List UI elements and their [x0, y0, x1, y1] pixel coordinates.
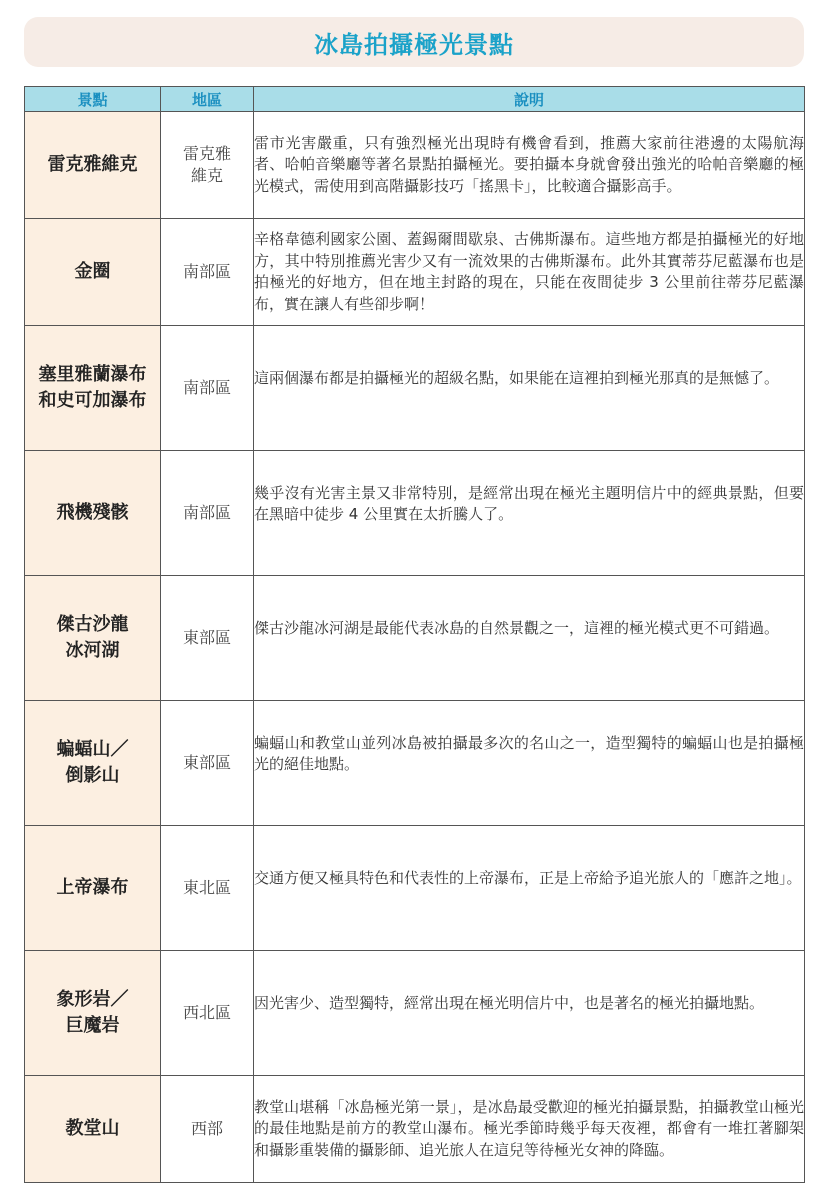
- spot-description: 這兩個瀑布都是拍攝極光的超級名點，如果能在這裡拍到極光那真的是無憾了。: [254, 326, 805, 451]
- spot-description: 幾乎沒有光害主景又非常特別，是經常出現在極光主題明信片中的經典景點，但要在黑暗中徒步 4 公里實在太折騰人了。: [254, 451, 805, 576]
- header-spot: 景點: [25, 87, 161, 112]
- spot-region: 東部區: [161, 701, 254, 826]
- spot-name: 蝙蝠山／ 倒影山: [25, 701, 161, 826]
- spot-name: 飛機殘骸: [25, 451, 161, 576]
- table-row: [25, 219, 805, 326]
- spot-description: 蝙蝠山和教堂山並列冰島被拍攝最多次的名山之一，造型獨特的蝙蝠山也是拍攝極光的絕佳地點。: [254, 701, 805, 826]
- spot-name: 塞里雅蘭瀑布 和史可加瀑布: [25, 326, 161, 451]
- spot-description: 雷市光害嚴重，只有強烈極光出現時有機會看到，推薦大家前往港邊的太陽航海者、哈帕音樂廳等著名景點拍攝極光。要拍攝本身就會發出強光的哈帕音樂廳的極光模式，需使用到高階攝影技巧「搖黑卡」，比較適合攝影高手。: [254, 112, 805, 219]
- spot-region: 南部區: [161, 326, 254, 451]
- table-row: [25, 826, 805, 951]
- title-banner: [24, 17, 804, 67]
- spot-name: 教堂山: [25, 1076, 161, 1183]
- spot-region: 南部區: [161, 451, 254, 576]
- spot-region: 南部區: [161, 219, 254, 326]
- spot-name: 雷克雅維克: [25, 112, 161, 219]
- spot-region: 西北區: [161, 951, 254, 1076]
- aurora-spots-table: [24, 86, 805, 1183]
- page-title: 冰島拍攝極光景點: [314, 30, 514, 59]
- spot-region: 東北區: [161, 826, 254, 951]
- spot-description: 因光害少、造型獨特，經常出現在極光明信片中，也是著名的極光拍攝地點。: [254, 951, 805, 1076]
- table-row: [25, 451, 805, 576]
- table-row: [25, 951, 805, 1076]
- table-header-row: [25, 87, 805, 112]
- spot-description: 交通方便又極具特色和代表性的上帝瀑布，正是上帝給予追光旅人的「應許之地」。: [254, 826, 805, 951]
- spot-region: 東部區: [161, 576, 254, 701]
- header-region: 地區: [161, 87, 254, 112]
- spot-description: 辛格韋德利國家公園、蓋錫爾間歇泉、古佛斯瀑布。這些地方都是拍攝極光的好地方，其中特別推薦光害少又有一流效果的古佛斯瀑布。此外其實蒂芬尼藍瀑布也是拍極光的好地方，但在地主封路的現在，只能在夜間徒步 3 公里前往蒂芬尼藍瀑布，實在讓人有些卻步啊！: [254, 219, 805, 326]
- spot-name: 上帝瀑布: [25, 826, 161, 951]
- spot-name: 象形岩／ 巨魔岩: [25, 951, 161, 1076]
- spot-description: 教堂山堪稱「冰島極光第一景」，是冰島最受歡迎的極光拍攝景點，拍攝教堂山極光的最佳地點是前方的教堂山瀑布。極光季節時幾乎每天夜裡，都會有一堆扛著腳架和攝影重裝備的攝影師、追光旅人在這兒等待極光女神的降臨。: [254, 1076, 805, 1183]
- table-row: [25, 112, 805, 219]
- spot-name: 傑古沙龍 冰河湖: [25, 576, 161, 701]
- spot-name: 金圈: [25, 219, 161, 326]
- spot-description: 傑古沙龍冰河湖是最能代表冰島的自然景觀之一，這裡的極光模式更不可錯過。: [254, 576, 805, 701]
- table-row: [25, 701, 805, 826]
- table-row: [25, 1076, 805, 1183]
- spot-region: 雷克雅 維克: [161, 112, 254, 219]
- table-row: [25, 576, 805, 701]
- header-description: 說明: [254, 87, 805, 112]
- table-row: [25, 326, 805, 451]
- spot-region: 西部: [161, 1076, 254, 1183]
